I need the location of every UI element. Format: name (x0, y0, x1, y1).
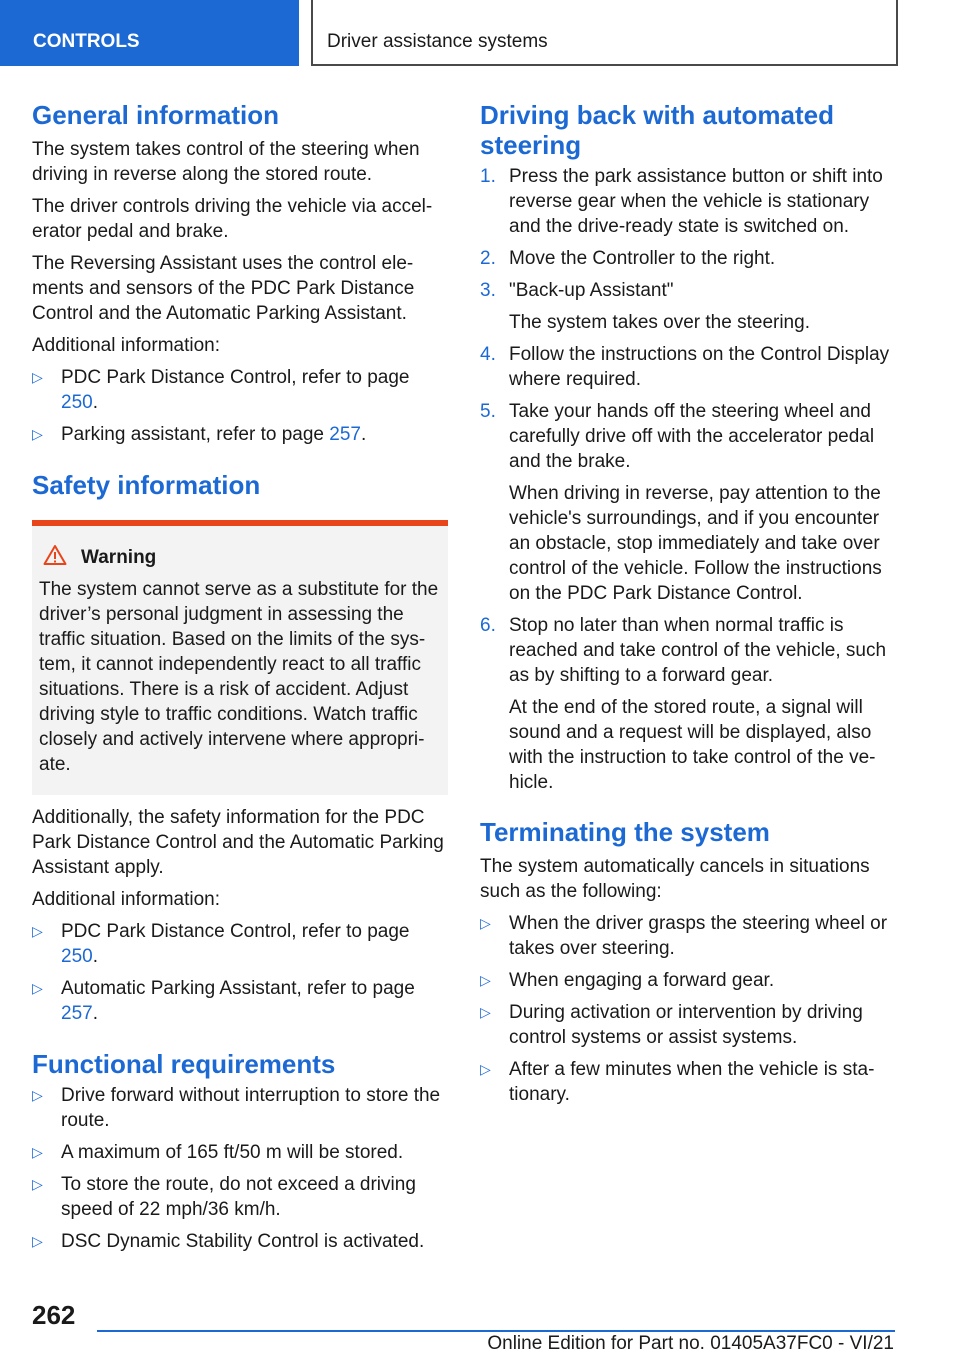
section-label: CONTROLS (0, 0, 299, 66)
list-item (480, 911, 896, 961)
list-item-text: To store the route, do not exceed a driving speed of 22 mph/36 km/h. (61, 1174, 416, 1220)
step-number: 2. (480, 248, 496, 269)
requirements-list (32, 1083, 448, 1254)
step-item (480, 246, 896, 271)
page-number: 262 (32, 1300, 76, 1330)
list-item (32, 1083, 448, 1133)
list-item-text: Automatic Parking Assistant, refer to page (61, 978, 415, 999)
page-header (0, 0, 960, 66)
paragraph: The driver controls driving the vehicle via accelerator pedal and brake. (32, 196, 433, 242)
bullet-triangle-icon: ▷ (32, 980, 43, 996)
step-text: Stop no later than when normal traffic is reached and take control of the vehicle, such as by shifting to a forward gear. (509, 615, 887, 686)
step-number: 4. (480, 344, 496, 365)
right-column (480, 100, 896, 1107)
additional-info-list (32, 365, 448, 447)
paragraph: Additional information: (32, 335, 220, 356)
warning-box (32, 520, 448, 795)
step-item (480, 613, 896, 795)
terminating-heading: Terminating the system (480, 817, 770, 847)
list-item-text: When the driver grasps the steering wheel or takes over steering. (509, 913, 888, 959)
page-link[interactable]: 250 (61, 946, 93, 967)
warning-text: The system cannot serve as a substitute for the driver’s personal judgment in assessing the traffic situation. Based on the limits of the system, it cannot independently react to all traffic situations. There is a risk of accident. Adjust driving style to traffic conditions. Watch traffic closely and actively intervene where appropriate. (39, 579, 439, 775)
list-item-text: A maximum of 165 ft/50 m will be stored. (61, 1142, 404, 1163)
list-item-text: After a few minutes when the vehicle is stationary. (509, 1059, 875, 1105)
warning-title (39, 544, 440, 571)
list-item-text: When engaging a forward gear. (509, 970, 775, 991)
list-item (32, 1172, 448, 1222)
step-text: Move the Controller to the right. (509, 248, 776, 269)
bullet-triangle-icon: ▷ (480, 915, 491, 931)
list-item-text: PDC Park Distance Control, refer to page (61, 367, 410, 388)
edition-footer: Online Edition for Part no. 01405A37FC0 - VI/21 (487, 1333, 894, 1354)
warning-label: Warning (81, 547, 157, 568)
page-link[interactable]: 257 (329, 424, 361, 445)
step-item (480, 342, 896, 392)
warning-triangle-icon (43, 544, 67, 566)
step-subtext: At the end of the stored route, a signal will sound and a request will be displayed, also with the instruction to take control of the vehicle. (509, 697, 876, 793)
driving-back-heading: Driving back with automated steering (480, 100, 834, 160)
step-text: Follow the instructions on the Control Display where required. (509, 344, 890, 390)
list-item (480, 1057, 896, 1107)
list-item: ▷ PDC Park Distance Control, refer to page 250. (32, 921, 410, 967)
step-text: Press the park assistance button or shift into reverse gear when the vehicle is stationary and the drive-ready state is switched on. (509, 166, 883, 237)
list-item (480, 968, 896, 993)
additional-info-list (32, 919, 448, 1026)
bullet-triangle-icon: ▷ (32, 1087, 43, 1103)
step-item (480, 164, 896, 239)
list-item-text: Parking assistant, refer to page (61, 424, 330, 445)
list-item (32, 1140, 448, 1165)
list-item (480, 1000, 896, 1050)
paragraph: The Reversing Assistant uses the control elements and sensors of the PDC Park Distance Control and the Automatic Parking Assistant. (32, 253, 415, 324)
termination-list (480, 911, 896, 1107)
bullet-triangle-icon: ▷ (32, 426, 43, 442)
list-item: ▷ Parking assistant, refer to page 257. (32, 424, 367, 445)
step-item (480, 399, 896, 606)
step-number: 5. (480, 401, 496, 422)
left-column (32, 100, 448, 1254)
functional-requirements-heading: Functional requirements (32, 1049, 336, 1079)
bullet-triangle-icon: ▷ (32, 1176, 43, 1192)
step-number: 6. (480, 615, 496, 636)
bullet-triangle-icon: ▷ (480, 1061, 491, 1077)
bullet-triangle-icon: ▷ (32, 1144, 43, 1160)
list-item-text: PDC Park Distance Control, refer to page (61, 921, 410, 942)
list-item: ▷ Automatic Parking Assistant, refer to page 257. (32, 978, 415, 1024)
paragraph: The system takes control of the steering when driving in reverse along the stored route. (32, 139, 420, 185)
step-number: 1. (480, 166, 496, 187)
paragraph: The system automatically cancels in situations such as the following: (480, 856, 870, 902)
step-number: 3. (480, 280, 496, 301)
list-item-text: Drive forward without interruption to store the route. (61, 1085, 441, 1131)
list-item: ▷ PDC Park Distance Control, refer to page 250. (32, 367, 410, 413)
bullet-triangle-icon: ▷ (480, 1004, 491, 1020)
chapter-label: Driver assistance systems (311, 0, 898, 66)
bullet-triangle-icon: ▷ (480, 972, 491, 988)
safety-information-heading: Safety information (32, 470, 261, 500)
step-subtext: When driving in reverse, pay attention to the vehicle's surroundings, and if you encounter an obstacle, stop immediately and take over control of the vehicle. Follow the instructions on the PDC Park Distance Control. (509, 483, 882, 604)
steps-list (480, 164, 896, 795)
step-text: "Back-up Assistant" (509, 280, 674, 301)
page-link[interactable]: 250 (61, 392, 93, 413)
footer-divider (97, 1330, 895, 1332)
step-subtext: The system takes over the steering. (509, 312, 810, 333)
bullet-triangle-icon: ▷ (32, 369, 43, 385)
page-link[interactable]: 257 (61, 1003, 93, 1024)
bullet-triangle-icon: ▷ (32, 1233, 43, 1249)
paragraph: Additionally, the safety information for the PDC Park Distance Control and the Automatic Parking Assistant apply. (32, 807, 444, 878)
list-item-text: DSC Dynamic Stability Control is activated. (61, 1231, 425, 1252)
bullet-triangle-icon: ▷ (32, 923, 43, 939)
step-item (480, 278, 896, 335)
paragraph: Additional information: (32, 889, 220, 910)
step-text: Take your hands off the steering wheel and carefully drive off with the accelerator pedal and the brake. (509, 401, 875, 472)
list-item (32, 1229, 448, 1254)
general-information-heading: General information (32, 100, 280, 130)
list-item-text: During activation or intervention by driving control systems or assist systems. (509, 1002, 863, 1048)
